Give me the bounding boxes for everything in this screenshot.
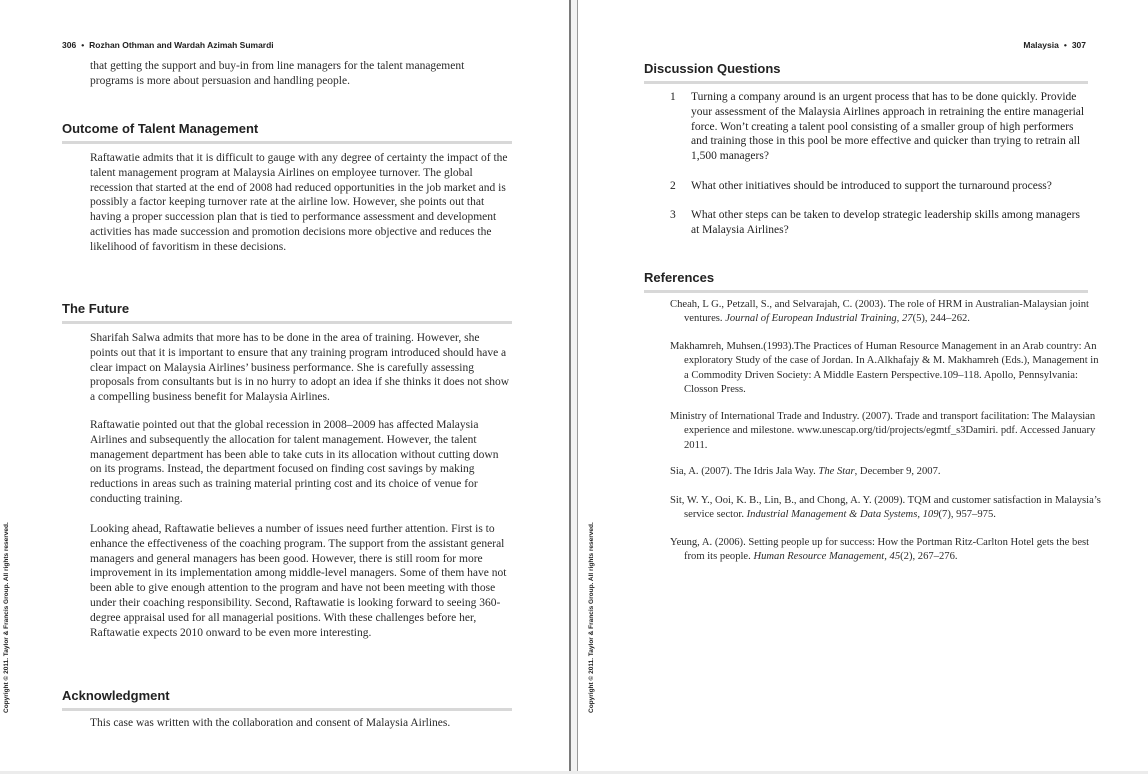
reference-entry (670, 298, 1102, 327)
copyright-notice-left: Copyright © 2011. Taylor & Francis Group. All rights reserved. (3, 522, 10, 713)
section-heading-acknowledgment: Acknowledgment (62, 688, 512, 711)
reference-source: The Star (818, 466, 855, 477)
question-text: Turning a company around is an urgent process that has to be done quickly. Provide your assessment of the Malaysia Airlines approach in retraining the entire managerial force. Won’t creating a talent pool consisting of a smaller group of high performers and training those in this pool be more effective and quicker than trying to retrain all 1,500 managers? (691, 91, 1085, 163)
question-number: 3 (670, 209, 676, 221)
section-heading-references: References (644, 270, 1088, 293)
reference-details: (2), 267–276. (900, 551, 958, 563)
reference-source: Human Resource Management, 45 (753, 551, 901, 563)
reference-details: (5), 244–262. (912, 313, 970, 325)
running-head-left (62, 40, 274, 50)
reference-details: (7), 957–975. (938, 509, 996, 521)
reference-text: Sit, W. Y., Ooi, K. B., Lin, B., and Chong, A. Y. (2009). TQM and customer satisfaction in Malaysia’s service sector. (670, 495, 1101, 521)
reference-entry (670, 340, 1102, 397)
paragraph-future-2: Raftawatie pointed out that the global recession in 2008–2009 has affected Malaysia Airlines and subsequently the allocation for talent management. However, the talent management department has been able to take cuts in its allocation without cutting down on its programs. Instead, the department focused on finding cost savings by making reductions in areas such as training material printing cost and its choice of venue for conducting training. (90, 419, 499, 505)
reference-source: Journal of European Industrial Training, 27 (725, 313, 913, 325)
reference-text: Makhamreh, Muhsen.(1993).The Practices of Human Resource Management in an Arab country: An exploratory Study of the case of Jordan. In A.Alkhafajy & M. Makhamreh (Eds.), Management in a Commodity Driven Society: A Middle Eastern Perspective.109–118. Apollo, Pennsylvania: Closson Press. (670, 341, 1099, 395)
running-head-authors: Rozhan Othman and Wardah Azimah Sumardi (89, 40, 274, 50)
section-heading-future: The Future (62, 301, 512, 324)
paragraph-future-1: Sharifah Salwa admits that more has to be done in the area of training. However, she points out that it is important to ensure that any training program introduced should have a clear impact on Malaysia Airlines’ business performance. She is carefully assessing proposals from consultants but is in no hurry to adopt an idea if she thinks it does not show a compelling business benefit for Malaysia Airlines. (90, 332, 510, 404)
question-number: 2 (670, 180, 676, 192)
reference-entry (670, 465, 1102, 479)
paragraph-future-3: Looking ahead, Raftawatie believes a number of issues need further attention. First is to enhance the effectiveness of the coaching program. The support from the assistant general managers and general managers has been good. However, there is still room for more improvement in its implementation among middle-level managers. Some of them have not been able to give enough attention to the program and have not been meeting with those under their coaching responsibility. Second, Raftawatie is looking forward to seeing 360-degree appraisal used for all managerial positions. With these challenges before her, Raftawatie expects 2010 onward to be even more interesting. (90, 523, 507, 639)
running-head-right (1023, 40, 1086, 50)
question-number: 1 (670, 91, 676, 103)
question-text: What other initiatives should be introduced to support the turnaround process? (691, 180, 1052, 192)
reference-text: Cheah, L G., Petzall, S., and Selvarajah, C. (2003). The role of HRM in Australian-Malaysian joint ventures. (670, 299, 1089, 325)
page-number: 306 (62, 40, 77, 50)
running-head-title: Malaysia (1023, 40, 1059, 50)
book-gutter (569, 0, 578, 774)
reference-text: Ministry of International Trade and Industry. (2007). Trade and transport facilitation: The Malaysian experience and milestone. www.unescap.org/tid/projects/egmtf_s3Damiri. pdf. Accessed January 2011. (670, 411, 1096, 451)
reference-entry (670, 410, 1102, 453)
reference-entry (670, 536, 1102, 565)
page-number: 307 (1071, 40, 1086, 50)
reference-text: Sia, A. (2007). The Idris Jala Way. (670, 466, 819, 477)
intro-paragraph: that getting the support and buy-in from line managers for the talent management programs is more about persuasion and handling people. (90, 60, 465, 87)
reference-source: Industrial Management & Data Systems, 109 (746, 509, 939, 521)
separator-bullet: • (1063, 40, 1067, 50)
section-heading-outcome: Outcome of Talent Management (62, 121, 512, 144)
paragraph-outcome: Raftawatie admits that it is difficult to gauge with any degree of certainty the impact of the talent management program at Malaysia Airlines on employee turnover. The global recession that started at the end of 2008 had reduced opportunities in the job market and is possibly a factor keeping turnover rate at the airline low. However, she points out that having a proper succession plan that is tied to performance assessment and development activities has made succession and promotion decisions more objective and reduces the likelihood of favoritism in these decisions. (90, 152, 508, 253)
section-heading-discussion: Discussion Questions (644, 61, 1088, 84)
reference-entry (670, 494, 1102, 523)
reference-details: , December 9, 2007. (854, 466, 941, 477)
paragraph-acknowledgment: This case was written with the collaboration and consent of Malaysia Airlines. (90, 717, 451, 729)
separator-bullet: • (81, 40, 85, 50)
reference-text: Yeung, A. (2006). Setting people up for success: How the Portman Ritz-Carlton Hotel gets the best from its people. (670, 537, 1090, 563)
copyright-notice-right: Copyright © 2011. Taylor & Francis Group. All rights reserved. (588, 522, 595, 713)
left-page (0, 0, 569, 774)
question-text: What other steps can be taken to develop strategic leadership skills among managers at Malaysia Airlines? (691, 209, 1080, 236)
